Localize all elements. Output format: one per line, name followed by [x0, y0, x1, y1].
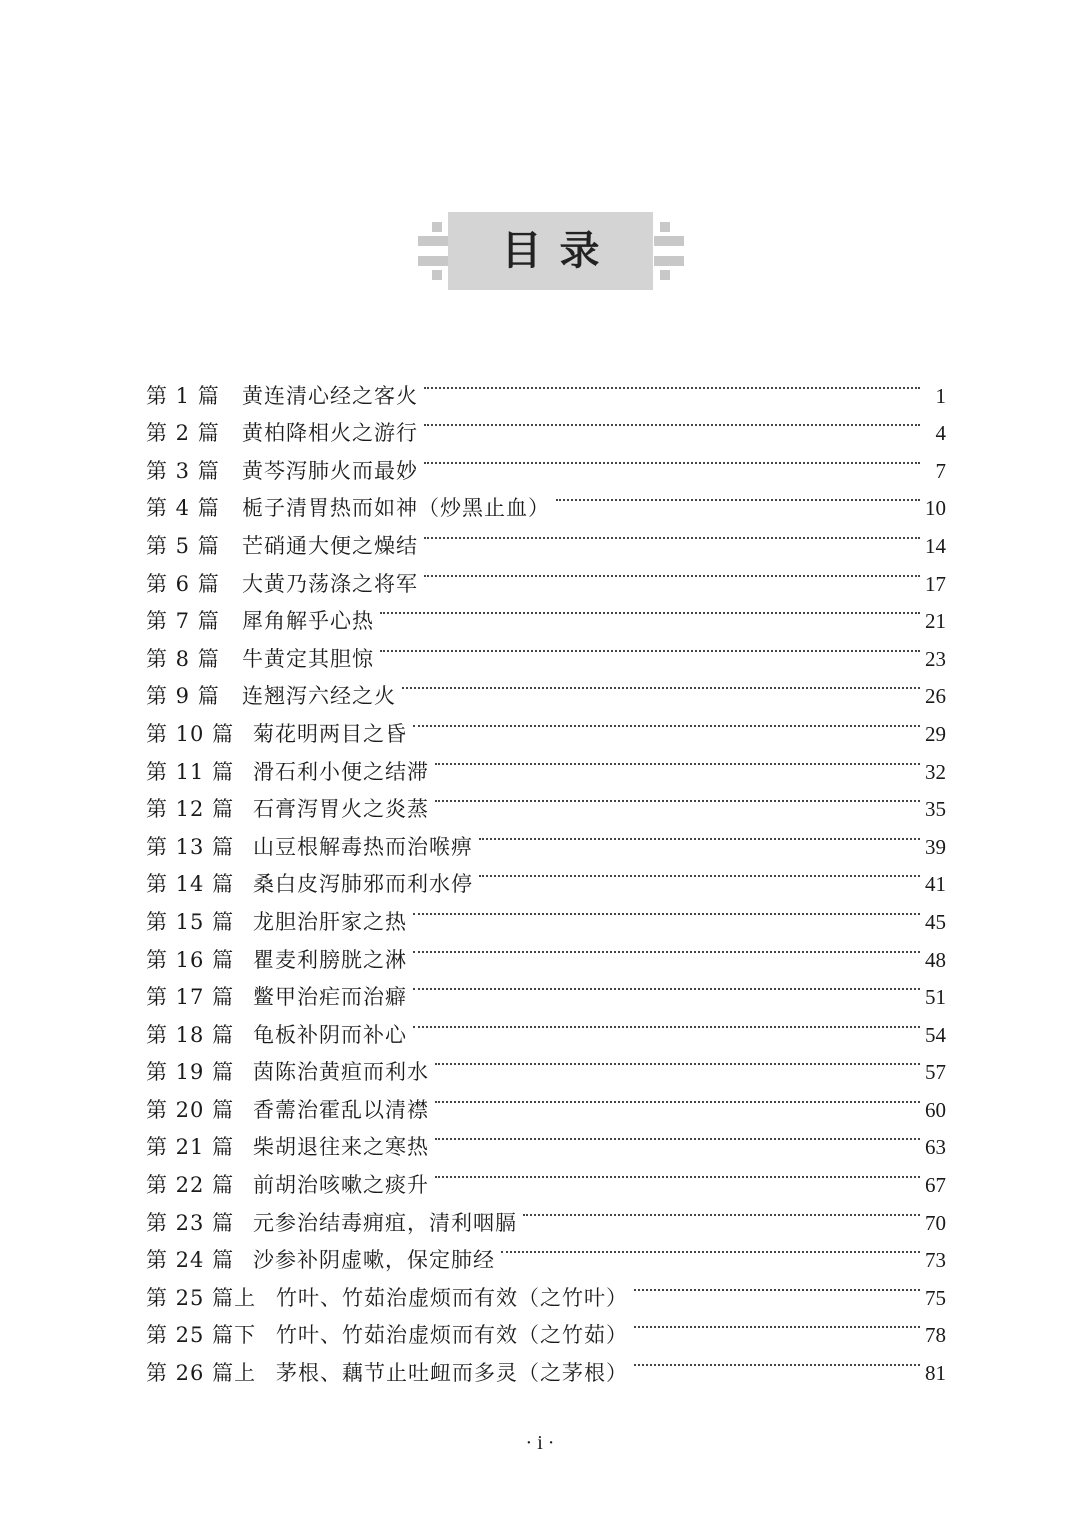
toc-page-number: 26 [925, 684, 946, 709]
banner-ornament-left [432, 222, 442, 232]
toc-chapter-number: 第 4 篇 [146, 496, 220, 521]
banner-ornament-right [654, 236, 684, 246]
toc-chapter-number: 第 3 篇 [146, 458, 220, 483]
toc-chapter-number: 第 1 篇 [146, 383, 220, 408]
dot-leader [435, 1154, 920, 1192]
toc-chapter-number: 第 9 篇 [146, 684, 220, 709]
banner-ornament-right [654, 256, 684, 266]
banner-ornament-right [660, 270, 670, 280]
contents-list [146, 365, 946, 1386]
toc-chapter-number: 第 16 篇 [146, 947, 235, 972]
toc-page-number: 63 [925, 1135, 946, 1160]
toc-chapter-number: 第 18 篇 [146, 1022, 235, 1047]
toc-page-number: 10 [925, 496, 946, 521]
toc-entry-title: 桑白皮泻肺邪而利水停 [253, 872, 473, 897]
toc-entry-title: 滑石利小便之结滞 [253, 759, 429, 784]
toc-entry-title: 牛黄定其胆惊 [242, 646, 374, 671]
dot-leader [435, 1117, 920, 1155]
dot-leader [479, 816, 920, 854]
dot-leader [402, 666, 920, 704]
toc-page-number: 23 [925, 646, 946, 671]
dot-leader [424, 553, 920, 591]
toc-entry-title: 黄连清心经之客火 [242, 383, 418, 408]
dot-leader [435, 741, 920, 779]
toc-chapter-number: 第 22 篇 [146, 1173, 235, 1198]
toc-chapter-number: 第 6 篇 [146, 571, 220, 596]
toc-page-number: 1 [935, 383, 946, 408]
toc-page-number: 14 [925, 533, 946, 558]
toc-entry-title: 菊花明两目之昏 [253, 721, 407, 746]
toc-page-number: 51 [925, 985, 946, 1010]
toc-page-number: 41 [925, 872, 946, 897]
toc-chapter-number: 第 24 篇 [146, 1248, 235, 1273]
toc-page-number: 29 [925, 721, 946, 746]
toc-page-number: 60 [925, 1097, 946, 1122]
toc-entry-title: 山豆根解毒热而治喉痹 [253, 834, 473, 859]
dot-leader [413, 703, 920, 741]
toc-chapter-number: 第 5 篇 [146, 533, 220, 558]
toc-page-number: 70 [925, 1210, 946, 1235]
toc-entry-title: 连翘泻六经之火 [242, 684, 396, 709]
dot-leader [634, 1342, 920, 1380]
banner-ornament-left [418, 236, 448, 246]
toc-entry-title: 香薷治霍乱以清襟 [253, 1097, 429, 1122]
toc-page-number: 21 [925, 609, 946, 634]
banner-ornament-left [432, 270, 442, 280]
toc-chapter-number: 第 7 篇 [146, 609, 220, 634]
toc-page-number: 78 [925, 1323, 946, 1348]
dot-leader [413, 967, 920, 1005]
dot-leader [380, 628, 920, 666]
toc-page-number: 73 [925, 1248, 946, 1273]
dot-leader [424, 515, 920, 553]
dot-leader [501, 1230, 920, 1268]
toc-chapter-number: 第 12 篇 [146, 797, 235, 822]
toc-entry-title: 栀子清胃热而如神（炒黑止血） [242, 496, 550, 521]
dot-leader [435, 1042, 920, 1080]
toc-entry-title: 茅根、藕节止吐衄而多灵（之茅根） [276, 1361, 628, 1386]
toc-page-number: 39 [925, 834, 946, 859]
dot-leader [435, 1079, 920, 1117]
toc-page-number: 75 [925, 1285, 946, 1310]
page-number: · i · [525, 1432, 555, 1454]
dot-leader [380, 591, 920, 629]
toc-chapter-number: 第 25 篇下 [146, 1323, 257, 1348]
toc-chapter-number: 第 25 篇上 [146, 1285, 257, 1310]
toc-entry-title: 瞿麦利膀胱之淋 [253, 947, 407, 972]
toc-entry-title: 龟板补阴而补心 [253, 1022, 407, 1047]
toc-entry-title: 沙参补阴虚嗽，保定肺经 [253, 1248, 495, 1273]
page-title: 目录 [501, 228, 618, 274]
toc-page-number: 67 [925, 1173, 946, 1198]
toc-entry-title: 竹叶、竹茹治虚烦而有效（之竹叶） [276, 1285, 628, 1310]
dot-leader [413, 1004, 920, 1042]
toc-page-number: 35 [925, 797, 946, 822]
dot-leader [634, 1305, 920, 1343]
toc-chapter-number: 第 8 篇 [146, 646, 220, 671]
toc-page-number: 48 [925, 947, 946, 972]
toc-page-number: 4 [935, 421, 946, 446]
contents-heading-banner [418, 212, 684, 290]
dot-leader [479, 854, 920, 892]
dot-leader [413, 891, 920, 929]
dot-leader [424, 403, 920, 441]
banner-ornament-left [418, 256, 448, 266]
toc-entry-title: 鳖甲治疟而治癖 [253, 985, 407, 1010]
toc-chapter-number: 第 11 篇 [146, 759, 235, 784]
toc-chapter-number: 第 17 篇 [146, 985, 235, 1010]
toc-page-number: 81 [925, 1361, 946, 1386]
dot-leader [424, 440, 920, 478]
toc-entry-title: 元参治结毒痈疽，清利咽膈 [253, 1210, 517, 1235]
toc-chapter-number: 第 20 篇 [146, 1097, 235, 1122]
dot-leader [634, 1267, 920, 1305]
toc-entry-title: 黄柏降相火之游行 [242, 421, 418, 446]
toc-chapter-number: 第 19 篇 [146, 1060, 235, 1085]
toc-page-number: 7 [935, 458, 946, 483]
toc-page-number: 17 [925, 571, 946, 596]
toc-page-number: 54 [925, 1022, 946, 1047]
toc-chapter-number: 第 26 篇上 [146, 1361, 257, 1386]
dot-leader [435, 779, 920, 817]
banner-ornament-right [660, 222, 670, 232]
toc-chapter-number: 第 23 篇 [146, 1210, 235, 1235]
toc-entry[interactable] [146, 365, 946, 408]
toc-chapter-number: 第 2 篇 [146, 421, 220, 446]
dot-leader [424, 365, 920, 403]
toc-entry-title: 犀角解乎心热 [242, 609, 374, 634]
toc-chapter-number: 第 13 篇 [146, 834, 235, 859]
toc-chapter-number: 第 15 篇 [146, 909, 235, 934]
toc-page-number: 57 [925, 1060, 946, 1085]
toc-entry-title: 前胡治咳嗽之痰升 [253, 1173, 429, 1198]
toc-entry-title: 龙胆治肝家之热 [253, 909, 407, 934]
toc-entry-title: 大黄乃荡涤之将军 [242, 571, 418, 596]
toc-chapter-number: 第 21 篇 [146, 1135, 235, 1160]
toc-chapter-number: 第 10 篇 [146, 721, 235, 746]
toc-entry-title: 茵陈治黄疸而利水 [253, 1060, 429, 1085]
dot-leader [556, 478, 920, 516]
toc-entry-title: 柴胡退往来之寒热 [253, 1135, 429, 1160]
toc-entry-title: 芒硝通大便之燥结 [242, 533, 418, 558]
toc-entry-title: 黄芩泻肺火而最妙 [242, 458, 418, 483]
toc-entry-title: 竹叶、竹茹治虚烦而有效（之竹茹） [276, 1323, 628, 1348]
dot-leader [523, 1192, 920, 1230]
toc-entry-title: 石膏泻胃火之炎蒸 [253, 797, 429, 822]
toc-page-number: 32 [925, 759, 946, 784]
dot-leader [413, 929, 920, 967]
toc-page-number: 45 [925, 909, 946, 934]
toc-chapter-number: 第 14 篇 [146, 872, 235, 897]
